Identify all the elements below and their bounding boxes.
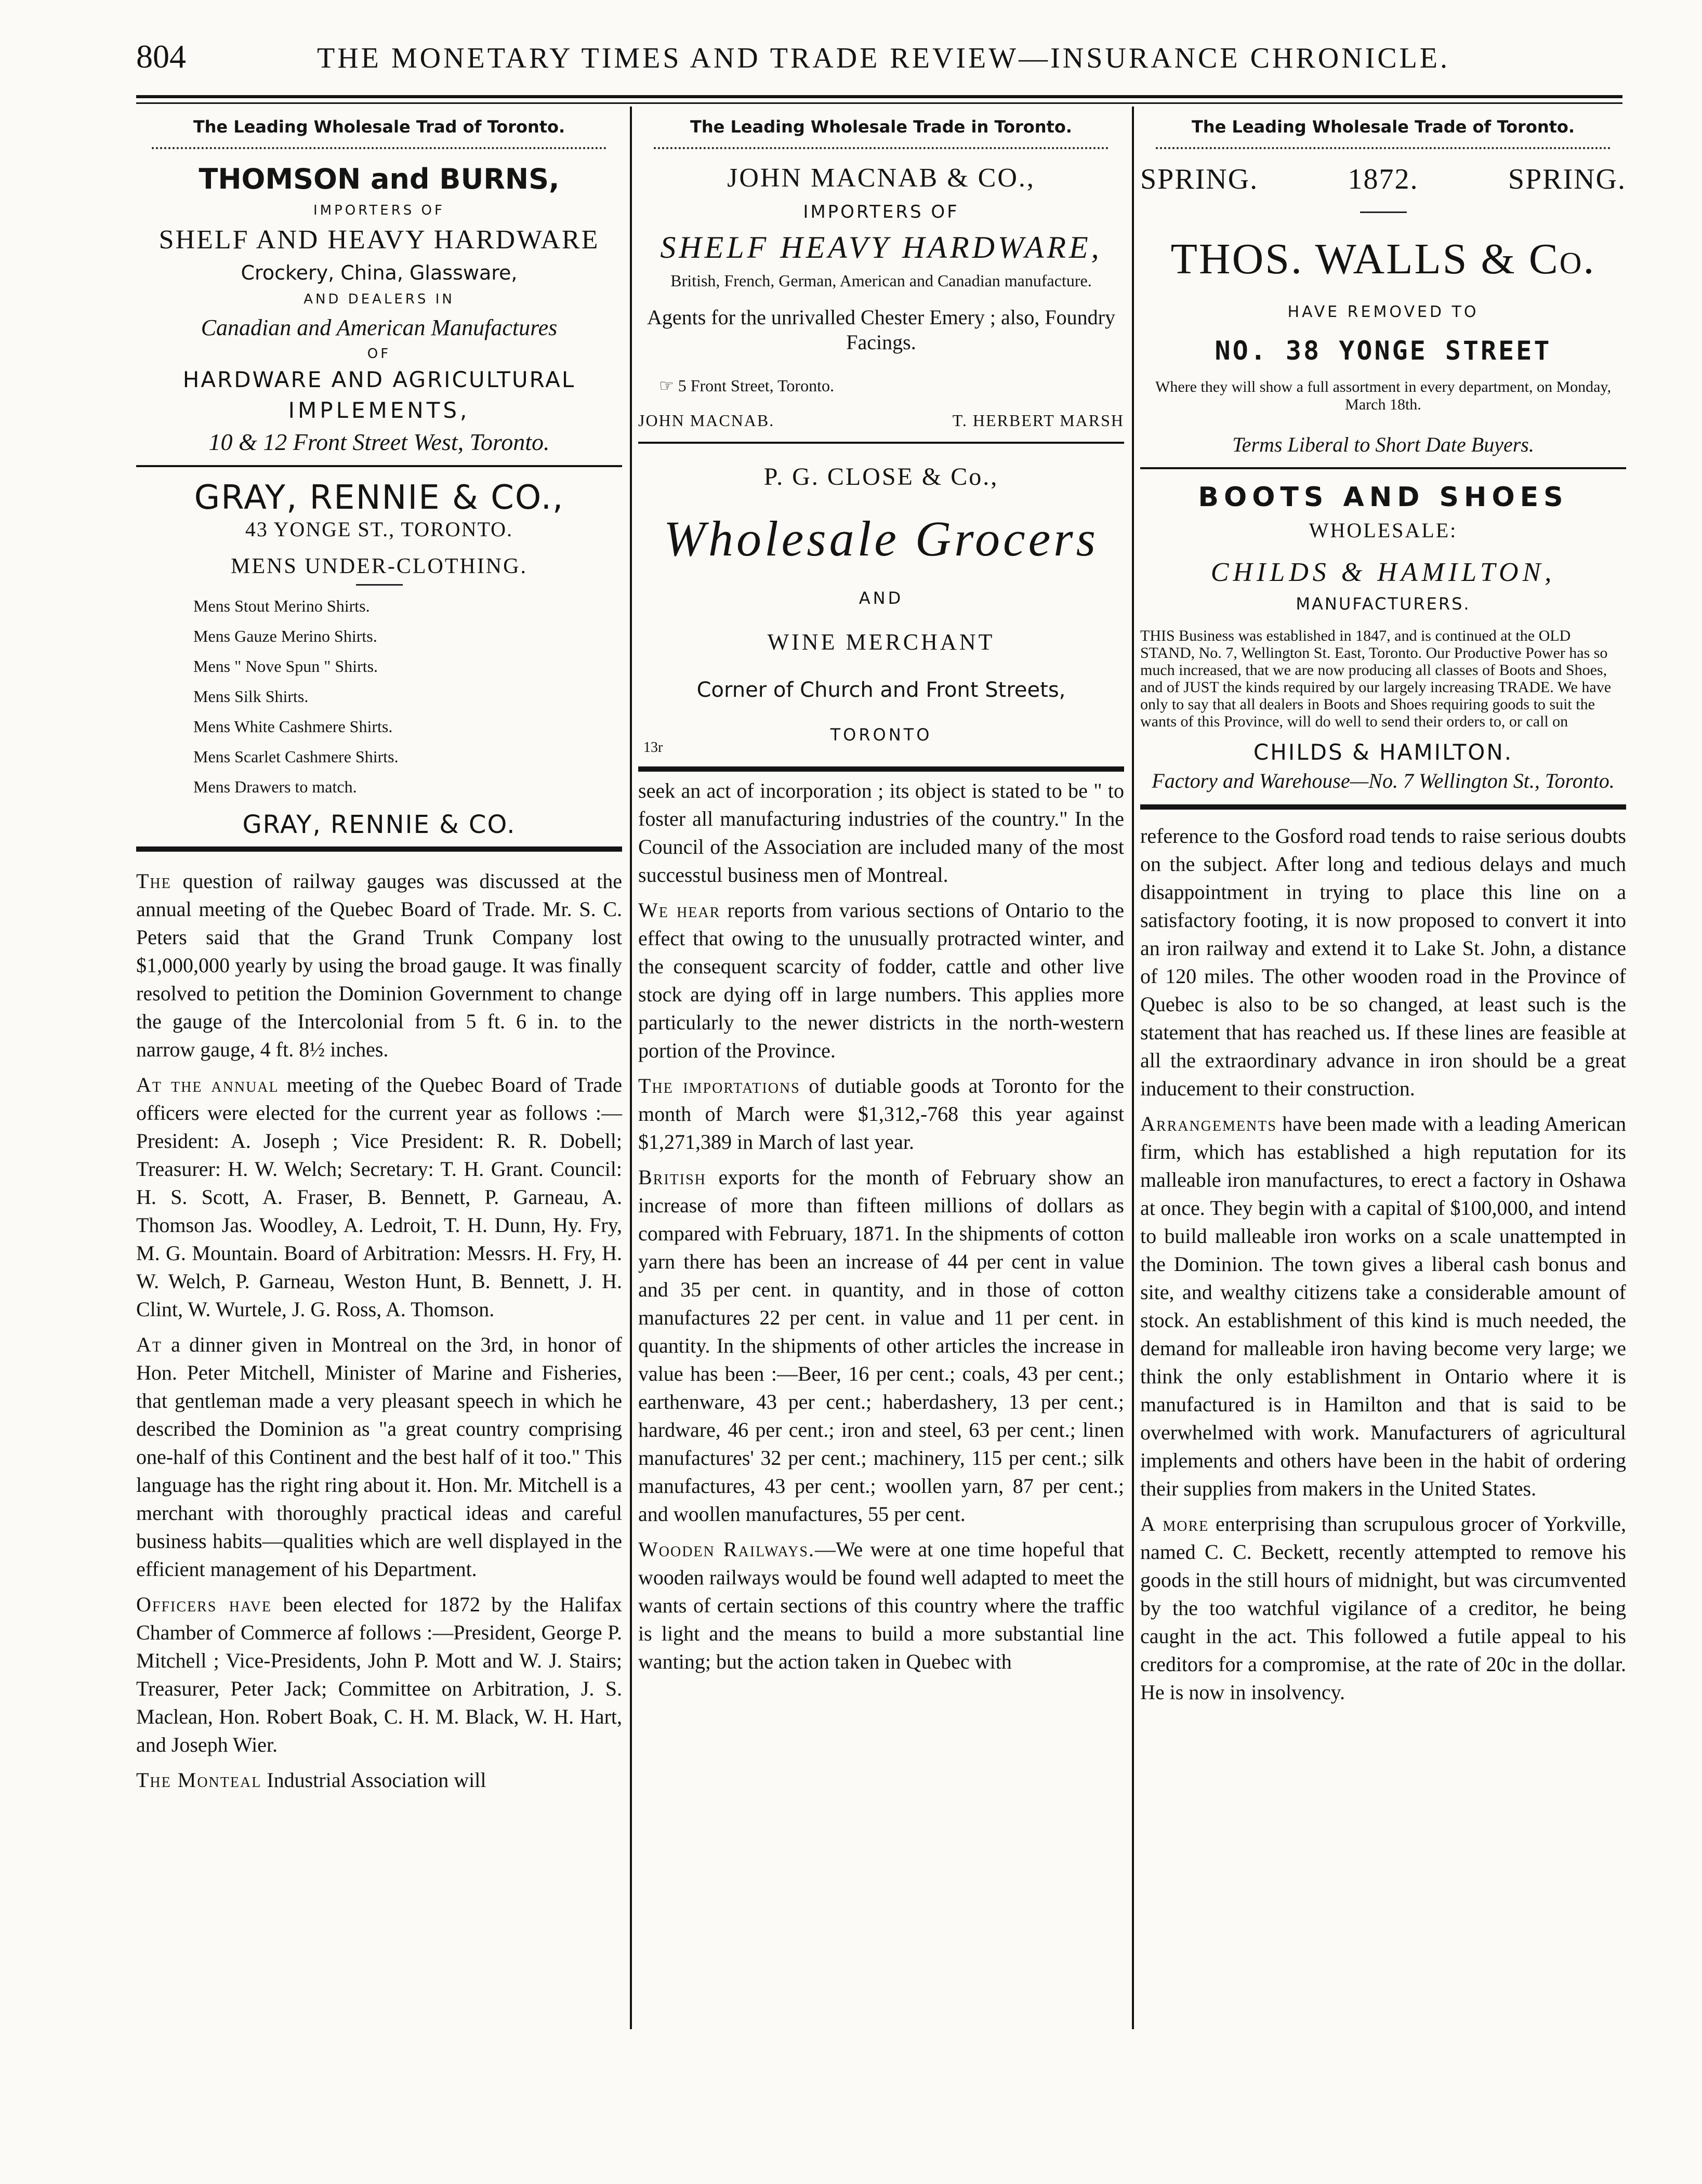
list-item: Mens White Cashmere Shirts. [193, 717, 393, 736]
ad-line: MANUFACTURERS. [1296, 594, 1471, 614]
ad-name: P. G. CLOSE & Co., [763, 463, 999, 491]
ad-heading: MENS UNDER-CLOTHING. [231, 554, 527, 578]
ad-signature: CHILDS & HAMILTON. [1253, 739, 1513, 765]
article-column-2 [638, 777, 1124, 1676]
column-header: The Leading Wholesale Trade in Toronto. [690, 117, 1072, 137]
paragraph: At the annual meeting of the Quebec Board of Trade officers were elected for the current year as follows :—President: A. Joseph ; Vice President: R. R. Dobell; Treasurer: H. W. Welch; Secretary: T. H. Grant. Council: H. S. Scott, A. Fraser, B. Bennett, P. Garneau, A. Thomson Jas. Woodley, A. Ledroit, T. H. Dunn, Hy. Fry, M. G. Mountain. Board of Arbitration: Messrs. H. Fry, H. W. Welch, P. Garneau, Weston Hunt, B. Bennett, J. H. Clint, W. Wurtele, J. G. Ross, A. Thomson. [136, 1073, 623, 1321]
ad-john-macnab [638, 163, 1124, 430]
divider [136, 846, 622, 852]
paragraph: At a dinner given in Montreal on the 3rd, in honor of Hon. Peter Mitchell, Minister of Marine and Fisheries, that gentleman made a very pleasant speech in which he described the Dominion as "a great country comprising one-half of this Continent and the best half of it too." This language has the right ring about it. Hon. Mr. Mitchell is a merchant with thoroughly practical ideas and careful business habits—qualities which are well displayed in the efficient management of his Department. [136, 1333, 622, 1581]
ad-pg-close [638, 462, 1124, 756]
ad-name: GRAY, RENNIE & CO., [194, 479, 564, 517]
ad-line: NO. 38 YONGE STREET [1215, 336, 1552, 366]
ad-city: TORONTO [830, 725, 932, 745]
ad-footer: GRAY, RENNIE & CO. [242, 810, 516, 839]
ad-line: OF [367, 346, 391, 362]
ad-line: British, French, German, American and Canadian manufacture. [670, 271, 1092, 290]
spring-label: SPRING. [1140, 163, 1259, 195]
paragraph: seek an act of incorporation ; its object is stated to be " to foster all manufacturing industries of the country." In the Council of the Association are included many of the most successtul business men of Montreal. [638, 779, 1124, 886]
ad-line: Crockery, China, Glassware, [241, 261, 518, 284]
page-number: 804 [136, 38, 186, 75]
masthead: THE MONETARY TIMES AND TRADE REVIEW—INSURANCE CHRONICLE. [317, 42, 1450, 74]
paragraph: The Monteal Industrial Association will [136, 1768, 486, 1792]
ad-address: 10 & 12 Front Street West, Toronto. [208, 429, 550, 455]
ad-line: SHELF AND HEAVY HARDWARE [159, 225, 600, 255]
year-label: 1872. [1348, 163, 1419, 195]
ad-line: AND DEALERS IN [304, 292, 455, 307]
paragraph: Wooden Railways.—We were at one time hopeful that wooden railways would be found well adapted to meet the wants of certain sections of this country where the traffic is light and the means to build a more substantial line wanting; but the action taken in Quebec with [638, 1538, 1124, 1673]
ad-address: Factory and Warehouse—No. 7 Wellington St., Toronto. [1152, 769, 1615, 792]
column-3 [1140, 117, 1626, 1714]
top-rule [136, 95, 1622, 98]
list-item: Mens Silk Shirts. [193, 687, 309, 706]
divider [638, 442, 1124, 444]
article-column-1 [136, 867, 622, 1794]
divider [638, 766, 1124, 772]
paragraph: The question of railway gauges was discussed at the annual meeting of the Quebec Board of Trade. Mr. S. C. Peters said that the Grand Trunk Company lost $1,000,000 yearly by using the broad gauge. It was finally resolved to petition the Dominion Government to change the gauge of the Intercolonial from 5 ft. 6 in. to the narrow gauge, 4 ft. 8½ inches. [136, 869, 622, 1061]
top-rule-thin [136, 102, 1622, 104]
ad-line: HARDWARE AND AGRICULTURAL [182, 367, 576, 392]
ad-line: WHOLESALE: [1309, 519, 1458, 542]
column-2 [638, 117, 1124, 1683]
ad-line: WINE MERCHANT [767, 629, 995, 655]
ad-name: CHILDS & HAMILTON, [1210, 558, 1556, 587]
ad-line: HAVE REMOVED TO [1287, 303, 1479, 321]
ad-childs-hamilton [1140, 482, 1626, 793]
list-item: Mens " Nove Spun " Shirts. [193, 657, 378, 676]
spring-label: SPRING. [1508, 163, 1626, 195]
paragraph: We hear reports from various sections of Ontario to the effect that owing to the unusually protracted winter, and the consequent scarcity of fodder, cattle and other live stock are dying off in large numbers. This applies more particularly to the newer districts in the north-western portion of the Province. [638, 898, 1125, 1062]
paragraph: British exports for the month of February show an increase of more than fifteen millions of dollars as compared with February, 1871. In the shipments of cotton yarn there has been an increase of 44 per cent in value and 35 per cent. in quantity, and in those of cotton manufactures 22 per cent. in value and 11 per cent. in quantity. In the shipments of other articles the increase in value has been :—Beer, 16 per cent.; coals, 43 per cent.; earthenware, 43 per cent.; haberdashery, 13 per cent.; hardware, 46 per cent.; iron and steel, 63 per cent.; linen manufactures' 32 per cent.; machinery, 115 per cent.; silk manufactures, 43 per cent.; woollen yarn, 87 per cent.; and woollen manufactures, 55 per cent. [638, 1166, 1124, 1526]
partner-name: T. HERBERT MARSH [952, 411, 1124, 430]
ad-line: IMPLEMENTS, [288, 398, 470, 423]
list-item: Mens Stout Merino Shirts. [193, 597, 370, 615]
article-column-3 [1140, 822, 1626, 1706]
column-divider [1132, 107, 1134, 2029]
list-item: Mens Gauze Merino Shirts. [193, 627, 377, 645]
ad-gray-rennie [136, 479, 622, 839]
column-header: The Leading Wholesale Trade of Toronto. [1191, 117, 1575, 137]
paragraph: Arrangements have been made with a leading American firm, which has established a high reputation for its malleable iron manufactures, to erect a factory in Oshawa at once. They begin with a capital of $100,000, and intend to build malleable iron works on a scale unattempted in the Dominion. The town gives a liberal cash bonus and site, and wealthy citizens take a considerable amount of stock. An establishment of this kind is much needed, the demand for malleable iron having become very large; we think the only establishment in Ontario where it is manufactured is in Hamilton and that is said to be overwhelmed with work. Manufacturers of agricultural implements and others have been in the habit of ordering their supplies from makers in the United States. [1140, 1112, 1626, 1500]
ad-line: ☞ 5 Front Street, Toronto. [659, 376, 834, 395]
ad-name: JOHN MACNAB & CO., [727, 163, 1035, 193]
ad-line: Canadian and American Manufactures [201, 315, 558, 340]
paragraph: A more enterprising than scrupulous grocer of Yorkville, named C. C. Beckett, recently attempted to remove his goods in the still hours of midnight, but was circumvented by the too watchful vigilance of a creditor, he being caught in the act. This followed a futile appeal to his creditors for a compromise, at the rate of 20c in the dollar. He is now in insolvency. [1140, 1512, 1626, 1704]
ornamental-rule [1156, 142, 1611, 149]
ad-title: BOOTS AND SHOES [1198, 482, 1568, 513]
list-item: Mens Drawers to match. [193, 777, 357, 796]
ad-line: Agents for the unrivalled Chester Emery ; also, Foundry Facings. [647, 306, 1115, 354]
divider [136, 465, 622, 467]
ad-address: 43 YONGE ST., TORONTO. [245, 518, 513, 541]
ad-thos-walls [1140, 163, 1626, 457]
short-rule [356, 584, 403, 586]
ad-line: Terms Liberal to Short Date Buyers. [1232, 433, 1534, 456]
paragraph: reference to the Gosford road tends to raise serious doubts on the subject. After long and tedious delays and much disappointment in trying to place this line on a satisfactory footing, it is now proposed to convert it into an iron railway and extend it to Lake St. John, a distance of 120 miles. The other wooden road in the Province of Quebec is also to be so changed, at least such is the statement that has reached us. If these lines are feasible at all the extraordinary advance in iron should be a great inducement to their construction. [1140, 824, 1626, 1100]
paragraph: Officers have been elected for 1872 by the Halifax Chamber of Commerce af follows :—President, George P. Mitchell ; Vice-Presidents, John P. Mott and W. J. Stairs; Treasurer, Peter Jack; Committee on Arbitration, J. S. Maclean, Hon. Robert Boak, C. H. M. Black, W. H. Hart, and Joseph Wier. [136, 1593, 622, 1756]
ad-thomson-burns [136, 163, 622, 456]
ad-code: 13r [643, 739, 663, 756]
list-item: Mens Scarlet Cashmere Shirts. [193, 747, 399, 766]
column-1 [136, 117, 622, 1802]
divider [1140, 804, 1626, 810]
column-divider [630, 107, 632, 2029]
short-rule [1360, 211, 1407, 213]
ad-line: IMPORTERS OF [803, 202, 959, 222]
column-header: The Leading Wholesale Trad of Toronto. [193, 117, 565, 137]
paragraph: The importations of dutiable goods at Toronto for the month of March were $1,312,-768 this year against $1,271,389 in March of last year. [638, 1074, 1124, 1154]
ad-address: Corner of Church and Front Streets, [696, 678, 1066, 702]
ad-body: THIS Business was established in 1847, and is continued at the OLD STAND, No. 7, Wellington St. East, Toronto. Our Productive Power has so much increased, that we are now producing all classes of Boots and Shoes, and of JUST the kinds required by our largely increasing TRADE. We have only to say that all dealers in Boots and Shoes requiring goods to suit the wants of this Province, will do well to send their orders to, or call on [1140, 627, 1612, 730]
ad-line: AND [859, 588, 904, 608]
ad-line: IMPORTERS OF [313, 203, 445, 218]
ad-name: THOS. WALLS & Co. [1170, 235, 1596, 283]
ad-title: Wholesale Grocers [664, 511, 1099, 566]
ornamental-rule [654, 142, 1109, 149]
partner-name: JOHN MACNAB. [638, 411, 775, 430]
ad-line: Where they will show a full assortment in every department, on Monday, March 18th. [1155, 378, 1611, 413]
divider [1140, 467, 1626, 469]
ad-line: SHELF HEAVY HARDWARE, [660, 230, 1102, 264]
ad-name: THOMSON and BURNS, [199, 163, 560, 195]
ornamental-rule [152, 142, 606, 149]
